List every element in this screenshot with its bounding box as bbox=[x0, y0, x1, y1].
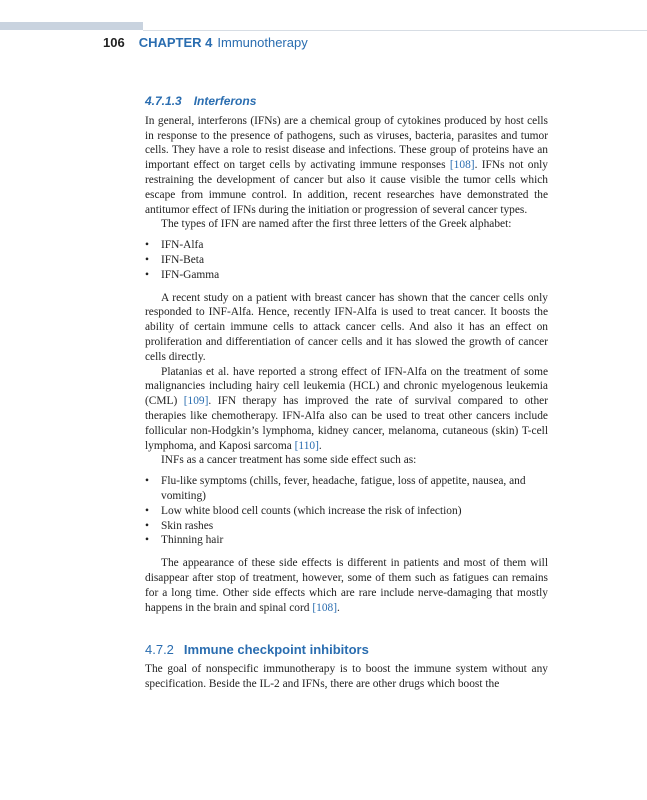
paragraph-ifn-types: The types of IFN are named after the first three letters of the Greek alphabet: bbox=[161, 218, 512, 231]
section-number: 4.7.2 bbox=[145, 642, 174, 658]
list-item: • Skin rashes bbox=[145, 519, 548, 534]
chapter-title: Immunotherapy bbox=[217, 35, 308, 50]
list-item: • IFN-Beta bbox=[145, 253, 548, 268]
citation-link[interactable]: [110] bbox=[294, 439, 319, 452]
header-rule bbox=[143, 30, 647, 31]
ifn-types-list bbox=[145, 238, 548, 282]
section-heading-checkpoint-inhibitors bbox=[145, 643, 548, 658]
page-number: 106 bbox=[103, 35, 125, 50]
paragraph-breast-cancer-study: A recent study on a patient with breast cancer has shown that the cancer cells only responded to INF-Alfa. Hence, recently IFN-Alfa is used to treat cancer. It boosts the ability of certain immune cells to attack cancer cells. And also it has an effect on proliferation and differentiation of cancer cells and it has slowed the growth of cancer cells directly. bbox=[145, 291, 548, 363]
list-item: • IFN-Gamma bbox=[145, 268, 548, 283]
list-item: • Flu-like symptoms (chills, fever, headache, fatigue, loss of appetite, nausea, and vomiting) bbox=[145, 474, 548, 504]
subsection-heading-interferons bbox=[145, 94, 548, 109]
paragraph-platanias: Platanias et al. have reported a strong effect of IFN-Alfa on the treatment of some malignancies including hairy cell leukemia (HCL) and chronic myelogenous leukemia (CML) [109]. IFN therapy has improved the rate of survival compared to other therapies like chemotherapy. IFN-Alfa also can be used to treat other cancers include follicular non-Hodgkin’s lymphoma, kidney cancer, melanoma, cutaneous (skin) T-cell lymphoma, and Kaposi sarcoma [110]. bbox=[145, 365, 548, 452]
paragraph-side-effects-intro: INFs as a cancer treatment has some side effect such as: bbox=[161, 454, 417, 467]
header-color-band bbox=[0, 22, 143, 30]
paragraph-nonspecific-immunotherapy: The goal of nonspecific immunotherapy is to boost the immune system without any specification. Beside the IL-2 and IFNs, there are other drugs which boost the bbox=[145, 663, 548, 690]
citation-link[interactable]: [109] bbox=[183, 395, 209, 408]
section-title: Immune checkpoint inhibitors bbox=[183, 642, 369, 658]
citation-link[interactable]: [108] bbox=[449, 159, 475, 172]
subsection-number: 4.7.1.3 bbox=[145, 94, 182, 108]
side-effects-list bbox=[145, 474, 548, 548]
paragraph-ifn-intro: In general, interferons (IFNs) are a chemical group of cytokines produced by host cells in response to the presence of pathogens, such as viruses, bacteria, parasites and tumor cells. They have a role to resist disease and infections. These group of proteins have an important effect on target cells by activating immune responses [108]. IFNs not only restraining the development of cancer but also it cause visible the tumor cells which escape from immune control. In addition, recent researches have demonstrated the antitumor effect of IFNs during the initiation or progression of several cancer types. bbox=[145, 114, 549, 216]
chapter-label: CHAPTER 4 bbox=[138, 35, 213, 50]
paragraph-side-effects-duration: The appearance of these side effects is different in patients and most of them will disappear after stop of treatment, however, some of them such as fatigues can remains for a long time. Other side effects which are rare include nerve-damaging that mostly happens in the brain and spinal cord [108]. bbox=[145, 557, 548, 614]
running-head bbox=[103, 35, 308, 50]
page-body bbox=[145, 94, 548, 692]
list-item: • Low white blood cell counts (which increase the risk of infection) bbox=[145, 504, 548, 519]
list-item: • IFN-Alfa bbox=[145, 238, 548, 253]
subsection-title: Interferons bbox=[193, 94, 257, 108]
citation-link[interactable]: [108] bbox=[312, 601, 338, 614]
list-item: • Thinning hair bbox=[145, 533, 548, 548]
